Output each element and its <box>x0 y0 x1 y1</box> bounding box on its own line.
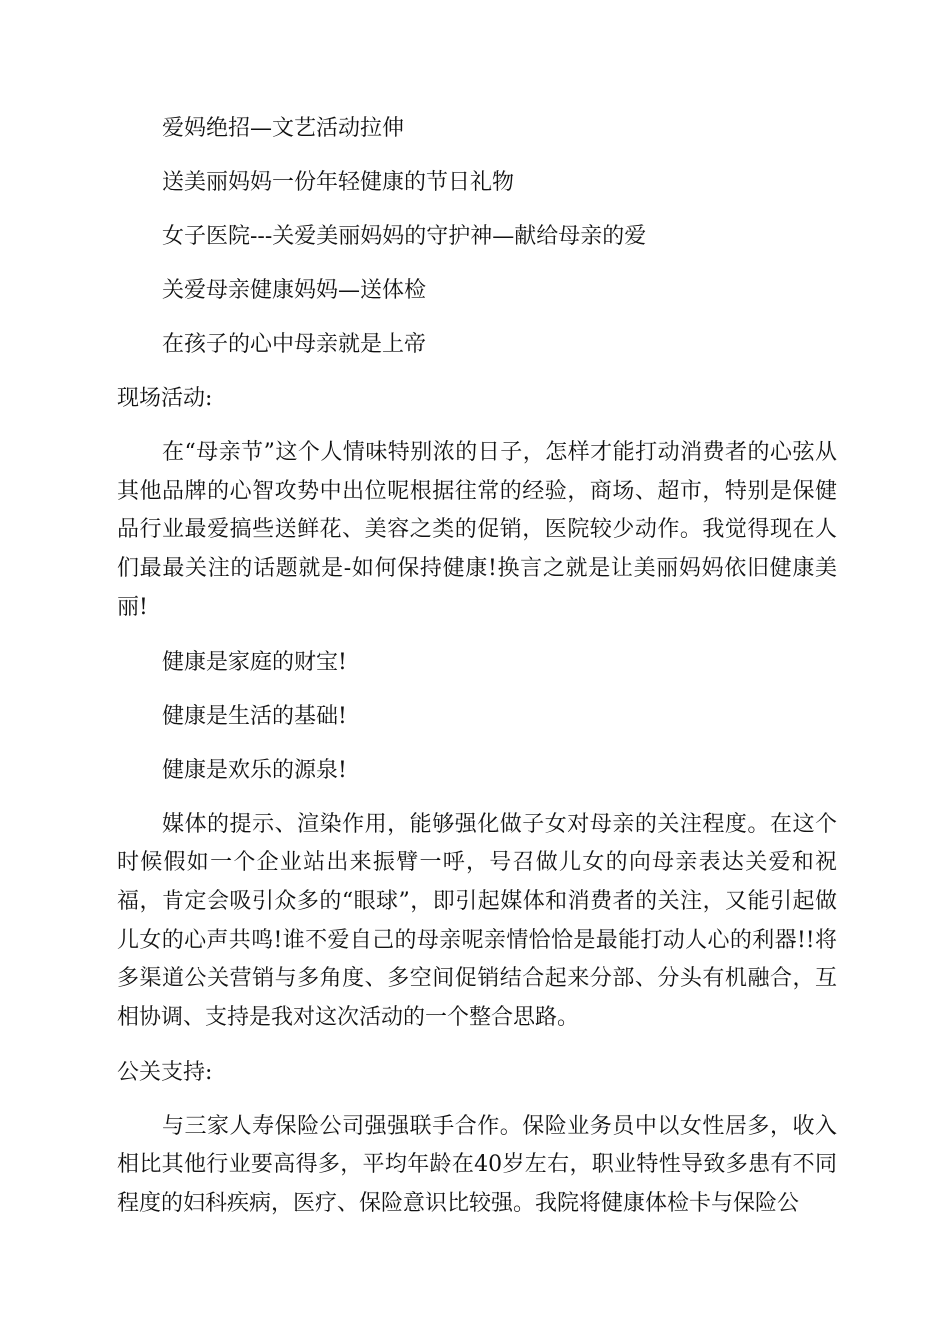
health-line: 健康是家庭的财宝! <box>162 649 347 675</box>
document-content <box>117 110 837 1240</box>
media-paragraph: 媒体的提示、渲染作用，能够强化做子女对母亲的关注程度。在这个时候假如一个企业站出来振臂一呼，号召做儿女的向母亲表达关爱和祝福，肯定会吸引众多的“眼球”，即引起媒体和消费者的关注，又能引起做儿女的心声共鸣!谁不爱自己的母亲呢亲情恰恰是最能打动人心的利器!!将多渠道公关营销与多角度、多空间促销结合起来分部、分头有机融合，互相协调、支持是我对这次活动的一个整合思路。 <box>117 811 837 1031</box>
section-heading-onsite: 现场活动: <box>117 386 213 411</box>
slogan-line: 送美丽妈妈一份年轻健康的节日礼物 <box>162 170 515 195</box>
section-heading-pr: 公关支持: <box>117 1059 213 1085</box>
pr-paragraph: 与三家人寿保险公司强强联手合作。保险业务员中以女性居多，收入相比其他行业要高得多，平均年龄在40岁左右，职业特性导致多患有不同程度的妇科疾病，医疗、保险意识比较强。我院将健康体检卡与保险公 <box>117 1113 837 1217</box>
health-line: 健康是生活的基础! <box>162 703 347 729</box>
slogan-line: 在孩子的心中母亲就是上帝 <box>162 332 427 357</box>
health-line: 健康是欢乐的源泉! <box>162 757 347 783</box>
onsite-paragraph: 在“母亲节”这个人情味特别浓的日子，怎样才能打动消费者的心弦从其他品牌的心智攻势中出位呢根据往常的经验，商场、超市，特别是保健品行业最爱搞些送鲜花、美容之类的促销，医院较少动作。我觉得现在人们最最关注的话题就是-如何保持健康!换言之就是让美丽妈妈依旧健康美丽! <box>117 440 837 620</box>
slogan-line: 关爱母亲健康妈妈—送体检 <box>162 278 427 303</box>
slogan-line: 女子医院---关爱美丽妈妈的守护神—献给母亲的爱 <box>162 224 647 249</box>
slogan-line: 爱妈绝招—文艺活动拉伸 <box>162 116 405 141</box>
